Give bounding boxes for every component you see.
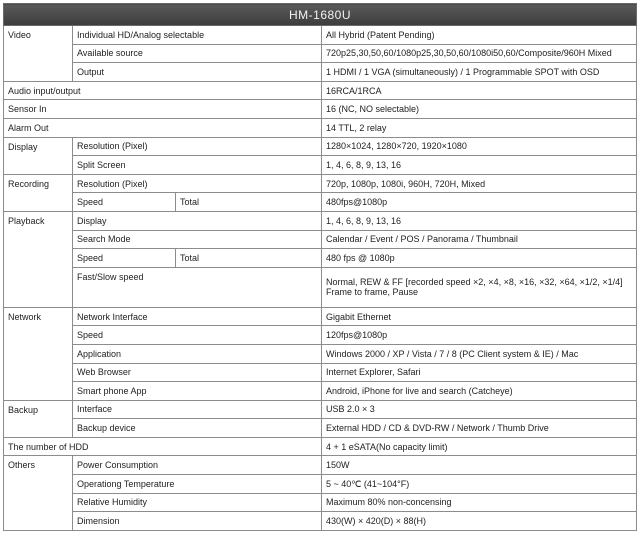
table-row (4, 81, 637, 100)
table-row (4, 493, 637, 512)
category-video: Video (4, 26, 73, 82)
category-display: Display (4, 137, 73, 174)
table-row (4, 400, 637, 419)
table-row (4, 63, 637, 82)
table-row (4, 211, 637, 230)
category-others: Others (4, 456, 73, 530)
spec-value: Android, iPhone for live and search (Catcheye) (322, 382, 637, 401)
spec-value: 480fps@1080p (322, 193, 637, 212)
spec-label: Smart phone App (73, 382, 322, 401)
spec-label: Speed (73, 193, 176, 212)
table-row (4, 456, 637, 475)
category-recording: Recording (4, 174, 73, 211)
spec-label: Network Interface (73, 307, 322, 326)
spec-value: 720p, 1080p, 1080i, 960H, 720H, Mixed (322, 174, 637, 193)
table-row (4, 475, 637, 494)
spec-label: Dimension (73, 512, 322, 531)
category-playback: Playback (4, 211, 73, 307)
category-audio: Audio input/output (4, 81, 322, 100)
spec-label: Backup device (73, 419, 322, 438)
table-row (4, 100, 637, 119)
spec-label: Split Screen (73, 156, 322, 175)
category-backup: Backup (4, 400, 73, 437)
spec-label: Relative Humidity (73, 493, 322, 512)
table-row (4, 44, 637, 63)
table-row (4, 249, 637, 268)
category-hdd: The number of HDD (4, 437, 322, 456)
table-row (4, 344, 637, 363)
spec-value: 480 fps @ 1080p (322, 249, 637, 268)
table-row (4, 193, 637, 212)
spec-value: All Hybrid (Patent Pending) (322, 26, 637, 45)
spec-label: Fast/Slow speed (73, 267, 322, 307)
spec-label: Display (73, 211, 322, 230)
spec-value: 5 ~ 40℃ (41~104°F) (322, 475, 637, 494)
spec-value: Calendar / Event / POS / Panorama / Thumbnail (322, 230, 637, 249)
spec-label: Speed (73, 249, 176, 268)
spec-label: Interface (73, 400, 322, 419)
table-title: HM-1680U (4, 4, 637, 26)
spec-sublabel: Total (176, 249, 322, 268)
spec-label: Speed (73, 326, 322, 345)
table-row (4, 326, 637, 345)
spec-label: Web Browser (73, 363, 322, 382)
spec-value: 1, 4, 6, 8, 9, 13, 16 (322, 156, 637, 175)
spec-label: Resolution (Pixel) (73, 137, 322, 156)
spec-value: External HDD / CD & DVD-RW / Network / Thumb Drive (322, 419, 637, 438)
table-row (4, 363, 637, 382)
table-row (4, 26, 637, 45)
spec-label: Individual HD/Analog selectable (73, 26, 322, 45)
spec-label: Operationg Temperature (73, 475, 322, 494)
spec-value: Normal, REW & FF [recorded speed ×2, ×4, ×8, ×16, ×32, ×64, ×1/2, ×1/4] Frame to frame, Pause (322, 267, 637, 307)
spec-value: 1280×1024, 1280×720, 1920×1080 (322, 137, 637, 156)
category-alarm: Alarm Out (4, 118, 322, 137)
table-row (4, 156, 637, 175)
spec-value: Windows 2000 / XP / Vista / 7 / 8 (PC Client system & IE) / Mac (322, 344, 637, 363)
category-network: Network (4, 307, 73, 400)
table-row (4, 382, 637, 401)
spec-sublabel: Total (176, 193, 322, 212)
spec-label: Search Mode (73, 230, 322, 249)
table-row (4, 174, 637, 193)
spec-label: Output (73, 63, 322, 82)
spec-value: 720p25,30,50,60/1080p25,30,50,60/1080i50,60/Composite/960H Mixed (322, 44, 637, 63)
spec-label: Application (73, 344, 322, 363)
title-row (4, 4, 637, 26)
table-row (4, 118, 637, 137)
table-row (4, 512, 637, 531)
table-row (4, 230, 637, 249)
table-row (4, 137, 637, 156)
spec-value: 120fps@1080p (322, 326, 637, 345)
spec-value: 14 TTL, 2 relay (322, 118, 637, 137)
spec-value: Gigabit Ethernet (322, 307, 637, 326)
spec-value: 1, 4, 6, 8, 9, 13, 16 (322, 211, 637, 230)
spec-value: 430(W) × 420(D) × 88(H) (322, 512, 637, 531)
spec-value: 150W (322, 456, 637, 475)
spec-value: Internet Explorer, Safari (322, 363, 637, 382)
table-row (4, 419, 637, 438)
table-row (4, 437, 637, 456)
spec-label: Power Consumption (73, 456, 322, 475)
spec-value: 4 + 1 eSATA(No capacity limit) (322, 437, 637, 456)
spec-value: 16RCA/1RCA (322, 81, 637, 100)
table-row (4, 307, 637, 326)
spec-value: 1 HDMI / 1 VGA (simultaneously) / 1 Programmable SPOT with OSD (322, 63, 637, 82)
spec-value: Maximum 80% non-concensing (322, 493, 637, 512)
spec-label: Resolution (Pixel) (73, 174, 322, 193)
spec-table (3, 3, 637, 531)
table-row (4, 267, 637, 307)
category-sensor: Sensor In (4, 100, 322, 119)
spec-value: 16 (NC, NO selectable) (322, 100, 637, 119)
spec-value: USB 2.0 × 3 (322, 400, 637, 419)
spec-label: Available source (73, 44, 322, 63)
